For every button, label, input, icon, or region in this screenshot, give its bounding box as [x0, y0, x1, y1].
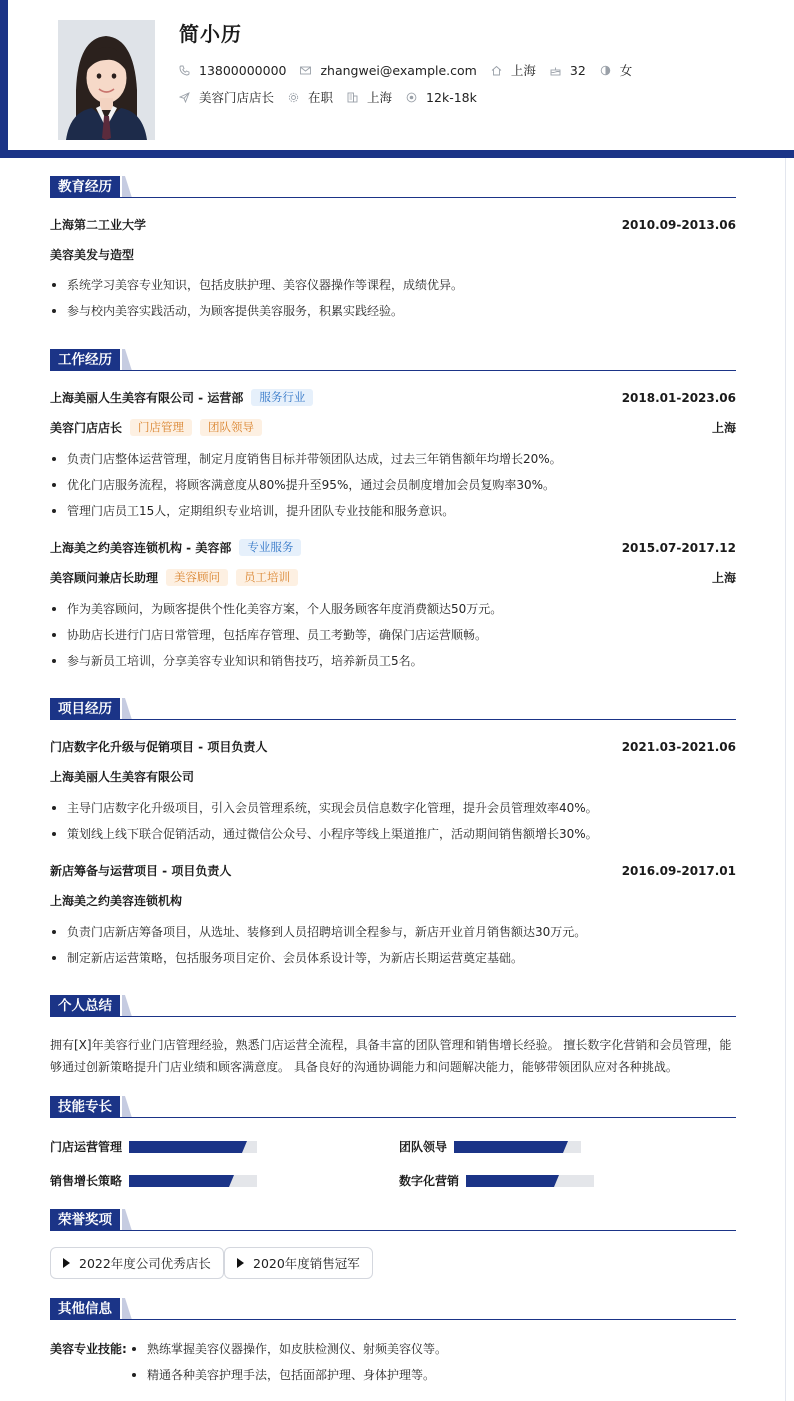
education-header-row [50, 216, 736, 233]
section-title-decoration [122, 1298, 134, 1320]
section-title-decoration [122, 176, 134, 198]
skill-bar-fill [466, 1175, 554, 1187]
job-role-row [50, 569, 736, 586]
project-period: 2021.03-2021.06 [621, 739, 736, 754]
avatar [58, 20, 155, 140]
section-header [50, 349, 736, 371]
page-edge-line [785, 158, 786, 1401]
list-item: 协助店长进行门店日常管理，包括库存管理、员工考勤等，确保门店运营顺畅。 [50, 626, 736, 643]
project-org-row [50, 892, 736, 909]
location-text: 上海 [510, 63, 536, 78]
section-title-decoration [122, 1096, 134, 1118]
job-intent-row [179, 88, 491, 106]
gear-icon [288, 92, 299, 103]
section-header [50, 1209, 736, 1231]
skills-section [50, 1096, 736, 1196]
age-item [550, 63, 586, 78]
status-item [288, 88, 333, 106]
industry-tag: 专业服务 [239, 539, 301, 556]
salary-text: 12k-18k [426, 89, 477, 105]
status-text: 在职 [308, 90, 334, 105]
section-header [50, 698, 736, 720]
project-header-row [50, 738, 736, 755]
skill-bar [454, 1141, 581, 1153]
skill-name: 数字化营销 [399, 1174, 460, 1188]
list-item: 参与校内美容实践活动，为顾客提供美容服务，积累实践经验。 [50, 302, 736, 319]
list-item: 作为美容顾问，为顾客提供个性化美容方案，个人服务顾客年度消费额达50万元。 [50, 600, 736, 617]
award-label: 2020年度销售冠军 [253, 1256, 360, 1271]
job-period: 2018.01-2023.06 [621, 390, 736, 405]
project-org: 上海美丽人生美容有限公司 [50, 770, 195, 784]
skill-item [50, 1138, 257, 1155]
job-role: 美容门店店长 [50, 421, 123, 435]
mail-icon [300, 65, 311, 76]
phone-icon [179, 65, 190, 76]
section-header [50, 995, 736, 1017]
industry-tag: 服务行业 [251, 389, 313, 406]
page-right-margin [786, 158, 794, 1401]
section-title-decoration [122, 698, 134, 720]
summary-line: 拥有[X]年美容行业门店管理经验，熟悉门店运营全流程，具备丰富的团队管理和销售增长经验。 擅长数字化营销和会员管理，能 [50, 1038, 732, 1052]
skill-item [50, 1172, 257, 1189]
skill-bar-fill [454, 1141, 563, 1153]
education-period: 2010.09-2013.06 [621, 217, 736, 232]
section-title: 工作经历 [50, 349, 120, 371]
salary-item [406, 90, 477, 105]
list-item: 策划线上线下联合促销活动，通过微信公众号、小程序等线上渠道推广，活动期间销售额增长30%。 [50, 825, 736, 842]
job-location: 上海 [711, 421, 736, 435]
education-section [50, 176, 736, 326]
position-item [179, 88, 274, 106]
list-item: 精通各种美容护理手法，包括面部护理、身体护理等。 [132, 1366, 435, 1383]
coin-icon [406, 92, 417, 103]
gender-item [600, 61, 633, 79]
section-title: 项目经历 [50, 698, 120, 720]
section-title: 技能专长 [50, 1096, 120, 1118]
skill-tag: 美容顾问 [166, 569, 228, 586]
summary-text [50, 1034, 736, 1078]
gender-icon [600, 65, 611, 76]
phone-text: 13800000000 [199, 62, 287, 78]
job-header-row [50, 389, 736, 406]
company-name: 上海美之约美容连锁机构 - 美容部 [50, 541, 232, 555]
send-icon [179, 92, 190, 103]
contact-row [179, 61, 646, 79]
section-title: 教育经历 [50, 176, 120, 198]
section-title-decoration [122, 1209, 134, 1231]
email-text: zhangwei@example.com [320, 62, 477, 78]
skill-bar [466, 1175, 594, 1187]
project-org-row [50, 768, 736, 785]
age-text: 32 [569, 62, 586, 78]
skill-bar [129, 1175, 257, 1187]
summary-line: 够通过创新策略提升门店业绩和顾客满意度。 具备良好的沟通协调能力和问题解决能力，能够带领团队应对各种挑战。 [50, 1060, 678, 1074]
city-text: 上海 [367, 90, 393, 105]
list-item: 负责门店新店筹备项目，从选址、装修到人员招聘培训全程参与，新店开业首月销售额达30万元。 [50, 923, 736, 940]
award-chip [224, 1247, 373, 1279]
section-header [50, 1298, 736, 1320]
project-name: 新店筹备与运营项目 - 项目负责人 [50, 864, 232, 878]
other-label: 美容专业技能: [50, 1342, 127, 1356]
section-title: 个人总结 [50, 995, 120, 1017]
position-text: 美容门店店长 [199, 90, 275, 105]
section-header [50, 176, 736, 198]
projects-section [50, 698, 736, 978]
skill-name: 门店运营管理 [50, 1140, 123, 1154]
summary-section [50, 995, 736, 1080]
list-item: 制定新店运营策略，包括服务项目定价、会员体系设计等，为新店长期运营奠定基础。 [50, 949, 736, 966]
section-title: 荣誉奖项 [50, 1209, 120, 1231]
gender-text: 女 [619, 63, 633, 78]
list-item: 负责门店整体运营管理，制定月度销售目标并带领团队达成，过去三年销售额年均增长20%。 [50, 450, 736, 467]
school-name: 上海第二工业大学 [50, 218, 147, 232]
job-period: 2015.07-2017.12 [621, 540, 736, 555]
skill-tag: 门店管理 [130, 419, 192, 436]
award-chip [50, 1247, 224, 1279]
cake-icon [550, 65, 561, 76]
awards-list [50, 1247, 736, 1279]
work-section [50, 349, 736, 679]
major-row [50, 246, 736, 263]
page-left-margin [0, 158, 8, 1401]
phone-item [179, 63, 286, 78]
award-label: 2022年度公司优秀店长 [79, 1256, 211, 1271]
section-header [50, 1096, 736, 1118]
skill-name: 团队领导 [399, 1140, 448, 1154]
job-role-row [50, 419, 736, 436]
city-item [347, 88, 392, 106]
list-item: 优化门店服务流程，将顾客满意度从80%提升至95%，通过会员制度增加会员复购率30%。 [50, 476, 736, 493]
skill-item [399, 1172, 594, 1189]
skill-bar-fill [129, 1175, 229, 1187]
awards-section [50, 1209, 736, 1281]
home-icon [491, 65, 502, 76]
company-name: 上海美丽人生美容有限公司 - 运营部 [50, 391, 244, 405]
triangle-right-icon [237, 1258, 244, 1268]
list-item: 管理门店员工15人，定期组织专业培训，提升团队专业技能和服务意识。 [50, 502, 736, 519]
project-header-row [50, 862, 736, 879]
skill-tag: 员工培训 [236, 569, 298, 586]
job-location: 上海 [711, 571, 736, 585]
skill-item [399, 1138, 581, 1155]
section-title-decoration [122, 995, 134, 1017]
list-item: 熟练掌握美容仪器操作，如皮肤检测仪、射频美容仪等。 [132, 1340, 447, 1357]
candidate-name: 简小历 [179, 22, 242, 46]
project-name: 门店数字化升级与促销项目 - 项目负责人 [50, 740, 268, 754]
skill-bar-fill [129, 1141, 242, 1153]
triangle-right-icon [63, 1258, 70, 1268]
skill-tag: 团队领导 [200, 419, 262, 436]
job-header-row [50, 539, 736, 556]
job-role: 美容顾问兼店长助理 [50, 571, 159, 585]
project-period: 2016.09-2017.01 [621, 863, 736, 878]
section-title: 其他信息 [50, 1298, 120, 1320]
list-item: 参与新员工培训，分享美容专业知识和销售技巧，培养新员工5名。 [50, 652, 736, 669]
project-org: 上海美之约美容连锁机构 [50, 894, 183, 908]
list-item: 主导门店数字化升级项目，引入会员管理系统，实现会员信息数字化管理，提升会员管理效率40%。 [50, 799, 736, 816]
email-item [300, 63, 476, 78]
list-item: 系统学习美容专业知识，包括皮肤护理、美容仪器操作等课程，成绩优异。 [50, 276, 736, 293]
location-item [491, 61, 536, 79]
building-icon [347, 92, 358, 103]
skill-name: 销售增长策略 [50, 1174, 123, 1188]
other-section [50, 1298, 736, 1388]
major-name: 美容美发与造型 [50, 248, 135, 262]
skill-bar [129, 1141, 257, 1153]
section-title-decoration [122, 349, 134, 371]
